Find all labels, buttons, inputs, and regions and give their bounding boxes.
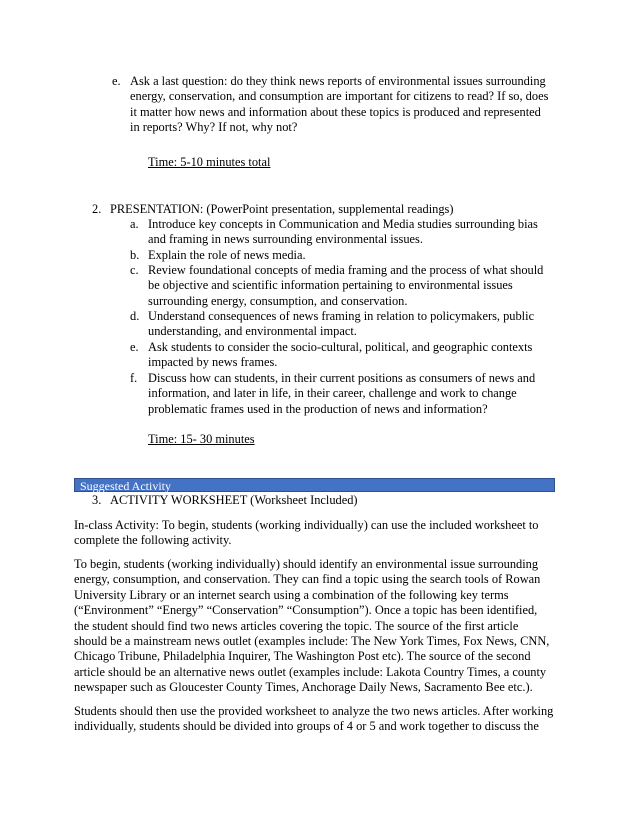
list-marker: a. (130, 217, 139, 231)
list-item-text: Review foundational concepts of media framing and the process of what should be objective and scientific information pertaining to environmental issues surrounding energy, consumption, and conservation. (148, 263, 544, 308)
list-item-b (130, 248, 558, 263)
paragraph-in-class-activity: In-class Activity: To begin, students (working individually) can use the included worksheet to complete the following activity. (74, 518, 539, 548)
list-item-a (130, 217, 558, 248)
suggested-activity-bar: Suggested Activity (74, 478, 555, 492)
paragraph-worksheet: Students should then use the provided worksheet to analyze the two news articles. After working individually, students should be divided into groups of 4 or 5 and work together to discuss the (74, 704, 554, 734)
list-item-f (130, 371, 558, 417)
intro-item-e (112, 74, 550, 136)
time-estimate-1: Time: 5-10 minutes total (148, 155, 271, 169)
list-marker: c. (130, 263, 139, 277)
list-item-text: Ask a last question: do they think news reports of environmental issues surrounding energy, conservation, and consumption are important for citizens to read? If so, does it matter how news and information about these topics is produced and represented in reports? Why? If not, why not? (130, 74, 549, 135)
list-marker: f. (130, 371, 138, 385)
list-item-e (130, 340, 558, 371)
list-item-text: Understand consequences of news framing in relation to policymakers, public understanding, and environmental impact. (148, 309, 535, 339)
list-item-text: Ask students to consider the socio-cultural, political, and geographic contexts impacted by news frames. (148, 340, 533, 370)
list-item-text: Introduce key concepts in Communication and Media studies surrounding bias and framing in news surrounding environmental issues. (148, 217, 538, 247)
list-marker: e. (130, 340, 139, 354)
section-number: 2. (92, 202, 102, 216)
section-number: 3. (92, 493, 102, 507)
list-marker: e. (112, 74, 121, 88)
section-title: PRESENTATION: (PowerPoint presentation, supplemental readings) (110, 202, 454, 216)
list-item-text: Discuss how can students, in their current positions as consumers of news and information, and later in life, in their career, challenge and work to change problematic frames used in the production of news and information? (148, 371, 536, 416)
section-2-heading (92, 202, 454, 217)
paragraph-topic-selection: To begin, students (working individually) should identify an environmental issue surrounding energy, consumption, and conservation. They can find a topic using the search tools of Rowan University Library or an internet search using a combination of the following key terms (“Environment” “Energy” “Conservation” “Consumption”). Once a topic has been identified, the student should find two news articles covering the topic. The source of the first article should be a mainstream news outlet (examples include: The New York Times, Fox News, CNN, Chicago Tribune, Philadelphia Inquirer, The Washington Post etc). The source of the second article should be an alternative news outlet (examples include: Lakota Country Times, a county newspaper such as Gloucester County Times, Anchorage Daily News, Sacramento Bee etc.). (74, 557, 550, 695)
list-item-text: Explain the role of news media. (148, 248, 306, 262)
list-marker: d. (130, 309, 140, 323)
section-title: ACTIVITY WORKSHEET (Worksheet Included) (110, 493, 358, 507)
list-item-d (130, 309, 558, 340)
time-estimate-2: Time: 15- 30 minutes (148, 432, 255, 446)
list-item-c (130, 263, 558, 309)
section-3-heading (92, 493, 358, 508)
list-marker: b. (130, 248, 140, 262)
